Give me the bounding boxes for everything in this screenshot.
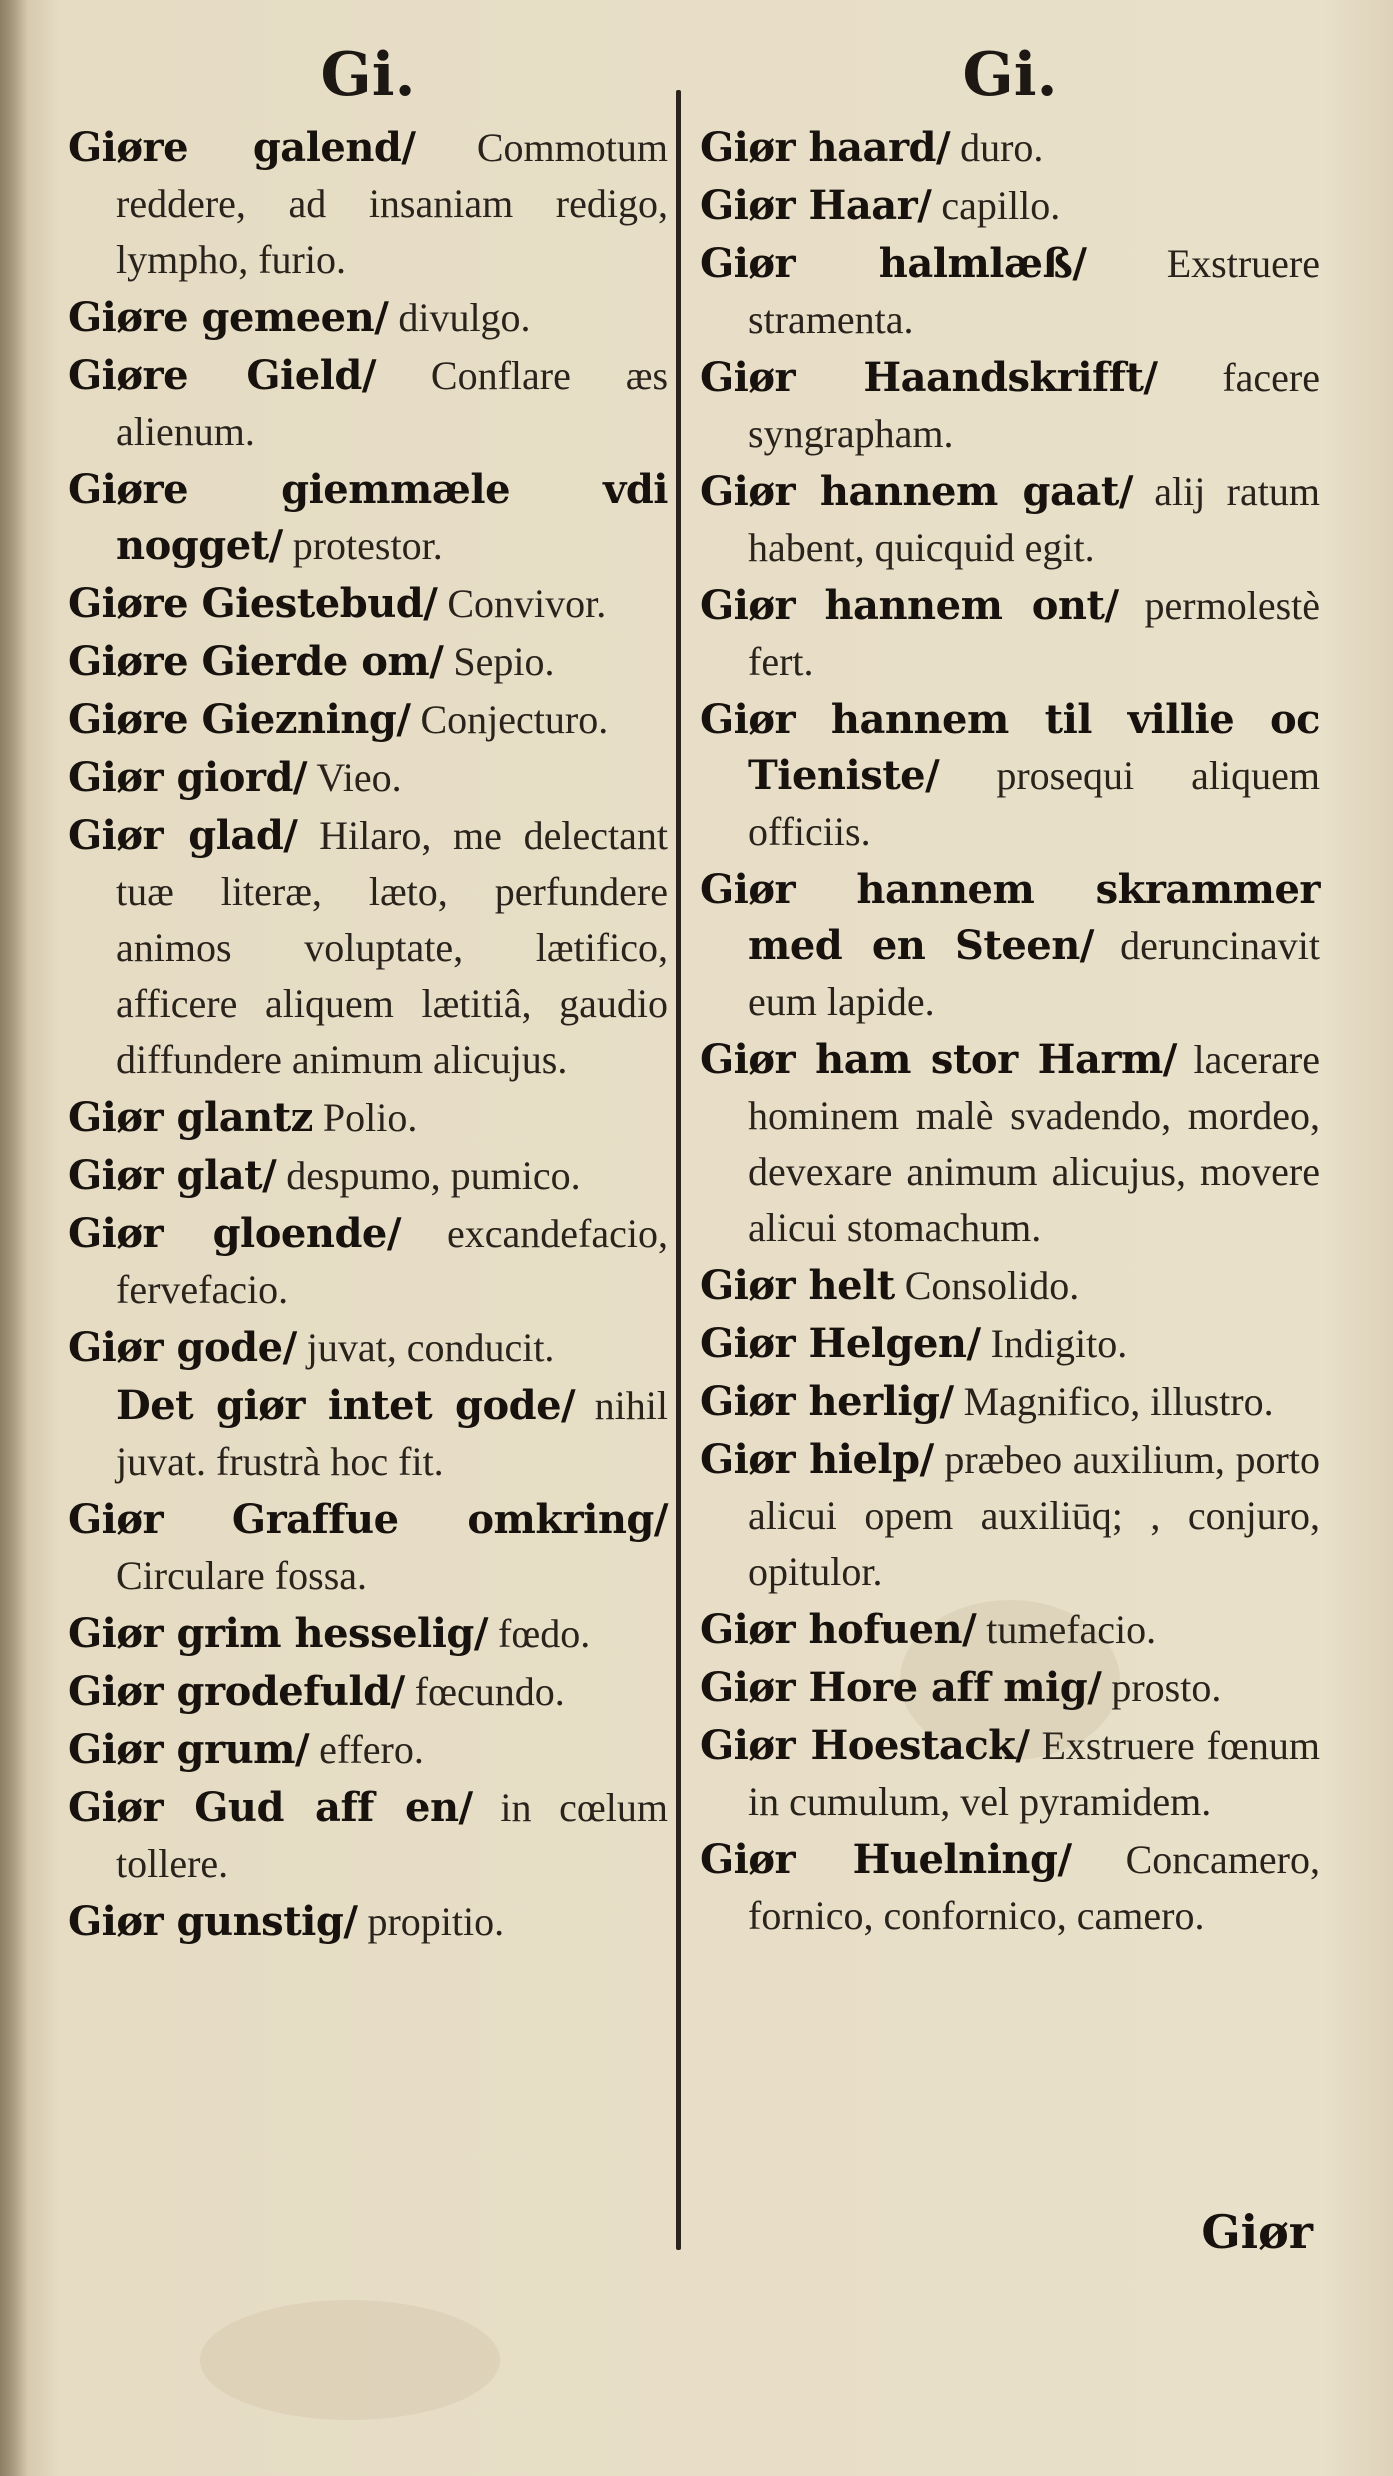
right-running-head: Gi. <box>962 40 1058 110</box>
entry-gloss: Indigito. <box>990 1321 1128 1366</box>
dictionary-entry <box>68 576 668 632</box>
entry-headword: Giør hannem ont/ <box>700 582 1119 629</box>
entry-gloss: alij ratum habent, quicquid egit. <box>748 469 1320 570</box>
paper-stain <box>200 2300 500 2420</box>
dictionary-entry <box>68 1090 668 1146</box>
entry-headword: Giøre galend/ <box>68 124 416 171</box>
entry-gloss: divulgo. <box>398 295 531 340</box>
entry-gloss: Exstruere stramenta. <box>748 241 1320 342</box>
entry-gloss: capillo. <box>941 183 1061 228</box>
entry-headword: Giør haard/ <box>700 124 951 171</box>
dictionary-entry <box>700 350 1320 462</box>
dictionary-entry <box>700 1316 1320 1372</box>
right-column <box>700 40 1320 1946</box>
dictionary-entry <box>68 290 668 346</box>
entry-headword: Giør Helgen/ <box>700 1320 981 1367</box>
entry-headword: Giør gloende/ <box>68 1210 401 1257</box>
entry-headword: Giør giord/ <box>68 754 308 801</box>
dictionary-entry <box>68 462 668 574</box>
dictionary-entry <box>68 120 668 288</box>
dictionary-entry <box>700 1718 1320 1830</box>
entry-gloss: Sepio. <box>453 639 555 684</box>
gutter-shadow <box>0 0 28 2476</box>
dictionary-entry <box>68 1378 668 1490</box>
right-entries <box>700 120 1320 1944</box>
dictionary-entry <box>700 1660 1320 1716</box>
left-running-head: Gi. <box>320 40 416 110</box>
entry-gloss: excandefacio, fervefacio. <box>116 1211 668 1312</box>
dictionary-entry <box>68 1664 668 1720</box>
dictionary-entry <box>700 178 1320 234</box>
dictionary-entry <box>700 120 1320 176</box>
dictionary-entry <box>68 1606 668 1662</box>
entry-headword: Giøre giemmæle vdi nogget/ <box>68 466 668 569</box>
entry-gloss: effero. <box>319 1727 424 1772</box>
entry-gloss: protestor. <box>292 523 443 568</box>
left-entries <box>68 120 668 1950</box>
dictionary-entry <box>68 692 668 748</box>
entry-gloss: fœcundo. <box>414 1669 565 1714</box>
entry-gloss: tumefacio. <box>986 1607 1157 1652</box>
dictionary-entry <box>700 464 1320 576</box>
entry-headword: Giør glad/ <box>68 812 298 859</box>
dictionary-entry <box>700 862 1320 1030</box>
entry-gloss: duro. <box>960 125 1044 170</box>
column-divider <box>676 90 681 2250</box>
entry-gloss: Conjecturo. <box>420 697 609 742</box>
entry-headword: Giør grim hesselig/ <box>68 1610 489 1657</box>
entry-gloss: lacerare hominem malè svadendo, mordeo, devexare animum alicujus, movere alicui stomachum. <box>748 1037 1320 1250</box>
entry-headword: Giøre Giezning/ <box>68 696 411 743</box>
dictionary-entry <box>68 1492 668 1604</box>
dictionary-entry <box>700 1258 1320 1314</box>
catchword: Giør <box>1201 2205 1313 2259</box>
entry-gloss: prosto. <box>1111 1665 1222 1710</box>
dictionary-entry <box>700 1602 1320 1658</box>
dictionary-entry <box>700 236 1320 348</box>
entry-gloss: prosequi aliquem officiis. <box>748 753 1320 854</box>
entry-headword: Giør Haar/ <box>700 182 932 229</box>
entry-gloss: Hilaro, me delectant tuæ literæ, læto, perfundere animos voluptate, lætifico, afficere aliquem lætitiâ, gaudio diffundere animum alicujus. <box>116 813 668 1082</box>
dictionary-entry <box>68 1780 668 1892</box>
entry-gloss: præbeo auxilium, porto alicui opem auxiliūq; , conjuro, opitulor. <box>748 1437 1320 1594</box>
dictionary-entry <box>68 750 668 806</box>
entry-headword: Giør hielp/ <box>700 1436 934 1483</box>
entry-headword: Giør grodefuld/ <box>68 1668 405 1715</box>
dictionary-entry <box>68 1320 668 1376</box>
entry-gloss: in cœlum tollere. <box>116 1785 668 1886</box>
entry-headword: Giør hannem skrammer med en Steen/ <box>700 866 1320 969</box>
entry-gloss: Circulare fossa. <box>116 1553 368 1598</box>
dictionary-entry <box>700 1374 1320 1430</box>
dictionary-entry <box>700 1432 1320 1600</box>
entry-gloss: propitio. <box>367 1899 505 1944</box>
entry-gloss: juvat, conducit. <box>306 1325 555 1370</box>
dictionary-entry <box>68 1148 668 1204</box>
dictionary-entry <box>68 1722 668 1778</box>
entry-gloss: Convivor. <box>447 581 607 626</box>
entry-headword: Giør helt <box>700 1262 895 1309</box>
dictionary-entry <box>68 1894 668 1950</box>
entry-gloss: Magnifico, illustro. <box>963 1379 1274 1424</box>
entry-gloss: deruncinavit eum lapide. <box>748 923 1321 1024</box>
dictionary-entry <box>68 634 668 690</box>
entry-headword: Giør hofuen/ <box>700 1606 977 1653</box>
entry-gloss: nihil juvat. frustrà hoc fit. <box>116 1383 668 1484</box>
entry-headword: Giør herlig/ <box>700 1378 954 1425</box>
entry-headword: Giør grum/ <box>68 1726 310 1773</box>
entry-headword: Giør Hoestack/ <box>700 1722 1030 1769</box>
entry-headword: Giør gode/ <box>68 1324 297 1371</box>
entry-headword: Giøre Giestebud/ <box>68 580 438 627</box>
dictionary-entry <box>700 1832 1320 1944</box>
entry-gloss: despumo, pumico. <box>286 1153 581 1198</box>
entry-gloss: Conflare æs alienum. <box>116 353 669 454</box>
dictionary-entry <box>68 808 668 1088</box>
entry-headword: Giør ham stor Harm/ <box>700 1036 1177 1083</box>
entry-gloss: facere syngrapham. <box>748 355 1320 456</box>
entry-headword: Giør Gud aff en/ <box>68 1784 473 1831</box>
entry-headword: Giøre Gierde om/ <box>68 638 444 685</box>
entry-gloss: Polio. <box>322 1095 418 1140</box>
entry-headword: Giør glat/ <box>68 1152 277 1199</box>
dictionary-entry <box>68 348 668 460</box>
entry-headword: Giør hannem gaat/ <box>700 468 1133 515</box>
entry-gloss: fœdo. <box>498 1611 591 1656</box>
entry-headword: Giør Huelning/ <box>700 1836 1072 1883</box>
entry-headword: Giør gunstig/ <box>68 1898 358 1945</box>
entry-headword: Giør Haandskrifft/ <box>700 354 1158 401</box>
entry-headword: Giør glantz <box>68 1094 313 1141</box>
entry-gloss: Vieo. <box>316 755 402 800</box>
entry-gloss: Commotum reddere, ad insaniam redigo, lympho, furio. <box>116 125 668 282</box>
dictionary-entry <box>700 1032 1320 1256</box>
dictionary-entry <box>700 692 1320 860</box>
entry-headword: Det giør intet gode/ <box>116 1382 576 1429</box>
entry-gloss: Concamero, fornico, confornico, camero. <box>748 1837 1320 1938</box>
entry-gloss: Exstruere fœnum in cumulum, vel pyramidem. <box>748 1723 1320 1824</box>
left-column <box>68 40 668 1952</box>
entry-headword: Giøre gemeen/ <box>68 294 389 341</box>
dictionary-entry <box>700 578 1320 690</box>
entry-gloss: permolestè fert. <box>748 583 1321 684</box>
entry-headword: Giør hannem til villie oc Tieniste/ <box>700 696 1320 799</box>
entry-gloss: Consolido. <box>904 1263 1080 1308</box>
entry-headword: Giør halmlæß/ <box>700 240 1087 287</box>
dictionary-entry <box>68 1206 668 1318</box>
entry-headword: Giøre Gield/ <box>68 352 376 399</box>
entry-headword: Giør Graffue omkring/ <box>68 1496 668 1543</box>
entry-headword: Giør Hore aff mig/ <box>700 1664 1102 1711</box>
